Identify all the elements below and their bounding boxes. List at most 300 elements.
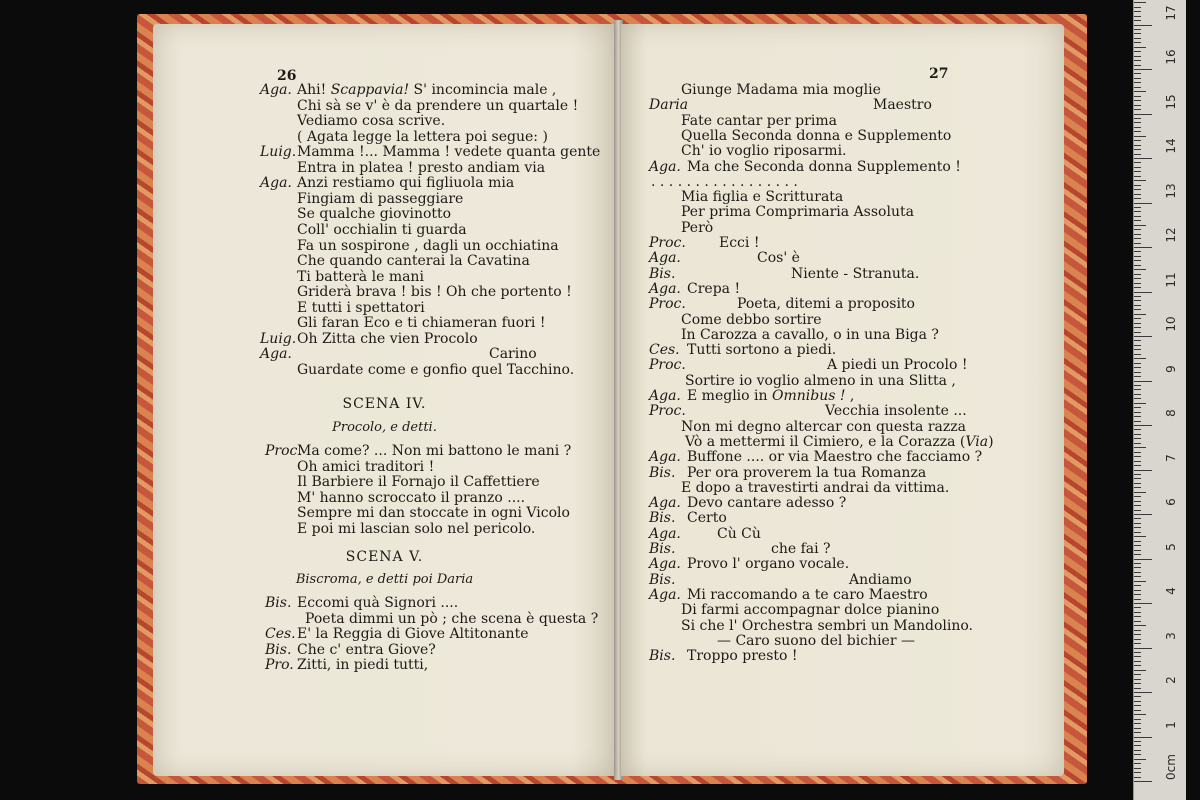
ruler-tick bbox=[1134, 345, 1141, 346]
line-fragment: Ch' io voglio riposarmi. bbox=[681, 143, 847, 160]
ruler-tick bbox=[1134, 247, 1152, 248]
ruler-label: 14 bbox=[1164, 138, 1178, 154]
ruler-tick bbox=[1134, 336, 1152, 337]
ruler-tick bbox=[1134, 216, 1141, 217]
speaker-label: Aga. bbox=[649, 280, 681, 297]
line-text bbox=[685, 373, 956, 389]
line-text bbox=[825, 403, 967, 419]
ruler-tick bbox=[1134, 772, 1141, 773]
ruler-tick bbox=[1134, 674, 1141, 675]
speaker-label: Ces. bbox=[265, 626, 296, 643]
ruler-tick bbox=[1134, 318, 1141, 319]
line-fragment: Per prima Comprimaria Assoluta bbox=[681, 204, 914, 221]
line-fragment: ( Agata legge la lettera poi segue: ) bbox=[297, 128, 548, 145]
line-fragment: Gli faran Eco e ti chiameran fuori ! bbox=[297, 315, 546, 332]
ruler-tick bbox=[1134, 505, 1141, 506]
ruler-tick bbox=[1134, 2, 1146, 3]
line-text bbox=[681, 480, 949, 496]
speaker-label: Bis. bbox=[649, 265, 676, 282]
line-text bbox=[489, 346, 537, 362]
speaker-label: Bis. bbox=[649, 541, 676, 557]
speaker-label: Aga. bbox=[649, 388, 681, 404]
line-fragment: Fa un sospirone , dagli un occhiatina bbox=[297, 237, 559, 254]
line-text bbox=[297, 284, 572, 300]
line-fragment: — Caro suono del bichier — bbox=[717, 632, 915, 649]
line-fragment: Mia figlia e Scritturata bbox=[681, 189, 844, 206]
line-text bbox=[687, 159, 961, 175]
ruler-tick bbox=[1134, 719, 1141, 720]
ruler-tick bbox=[1134, 621, 1141, 622]
ruler-tick bbox=[1134, 189, 1141, 190]
ruler-tick bbox=[1134, 229, 1141, 230]
ruler-tick bbox=[1134, 96, 1141, 97]
ruler-label: 17 bbox=[1164, 4, 1178, 21]
ruler-tick bbox=[1134, 643, 1141, 644]
line-fragment: Scappavia! bbox=[330, 82, 410, 98]
ruler-tick bbox=[1134, 349, 1141, 350]
line-text bbox=[297, 626, 528, 642]
line-fragment: Maestro bbox=[873, 97, 932, 114]
speaker-label: Ces. bbox=[649, 342, 680, 359]
ruler-tick bbox=[1134, 683, 1141, 684]
speaker-label: Luig. bbox=[260, 144, 297, 161]
ruler-tick bbox=[1134, 648, 1152, 649]
ruler-tick bbox=[1134, 429, 1141, 430]
ruler-tick bbox=[1134, 425, 1152, 426]
page-number-left: 26 bbox=[277, 68, 297, 84]
ruler-tick bbox=[1134, 523, 1141, 524]
line-text bbox=[685, 434, 994, 450]
ruler-tick bbox=[1134, 599, 1141, 600]
line-fragment: Come debbo sortire bbox=[681, 311, 822, 328]
ruler-label: 15 bbox=[1164, 93, 1178, 110]
speaker-label: Bis. bbox=[649, 464, 676, 481]
line-text bbox=[297, 505, 570, 521]
line-text bbox=[687, 587, 928, 603]
line-fragment: Anzi restiamo qui figliuola mia bbox=[297, 175, 515, 192]
line-text bbox=[681, 602, 939, 618]
ruler-tick bbox=[1134, 728, 1141, 729]
ruler-label: 1 bbox=[1164, 720, 1178, 729]
ruler-tick bbox=[1134, 563, 1141, 564]
ruler-tick bbox=[1134, 176, 1141, 177]
ruler-tick bbox=[1134, 781, 1152, 782]
line-text bbox=[757, 250, 800, 266]
ruler-tick bbox=[1134, 42, 1141, 43]
ruler-label: 16 bbox=[1164, 49, 1178, 65]
ruler-tick bbox=[1134, 51, 1141, 52]
ruler-tick bbox=[1134, 372, 1141, 373]
line-text bbox=[681, 220, 713, 236]
line-text bbox=[651, 174, 798, 190]
line-fragment: Provo l' organo vocale. bbox=[687, 556, 850, 573]
ruler-tick bbox=[1134, 394, 1141, 395]
line-text bbox=[297, 238, 559, 254]
line-text bbox=[305, 611, 598, 627]
ruler-tick bbox=[1134, 585, 1141, 586]
ruler-tick bbox=[1134, 162, 1141, 163]
line-fragment: E poi mi lascian solo nel pericolo. bbox=[297, 520, 536, 537]
ruler-label: 5 bbox=[1164, 542, 1178, 551]
ruler-label: 4 bbox=[1164, 587, 1178, 595]
line-fragment: S' incomincia male , bbox=[409, 82, 557, 98]
ruler-tick bbox=[1134, 381, 1152, 382]
ruler-tick bbox=[1134, 634, 1141, 635]
line-text bbox=[297, 315, 545, 331]
speaker-label: Aga. bbox=[649, 556, 681, 573]
line-fragment: E dopo a travestirti andrai da vittima. bbox=[681, 479, 950, 496]
ruler-tick bbox=[1134, 56, 1141, 57]
ruler-tick bbox=[1134, 514, 1152, 515]
line-fragment: Certo bbox=[687, 510, 727, 527]
speaker-label: Bis. bbox=[265, 641, 292, 658]
ruler-tick bbox=[1134, 358, 1146, 359]
ruler-tick bbox=[1134, 292, 1152, 293]
line-text bbox=[297, 642, 436, 658]
ruler-label: 6 bbox=[1164, 498, 1178, 506]
ruler-tick bbox=[1134, 243, 1141, 244]
ruler-tick bbox=[1134, 616, 1141, 617]
ruler-tick bbox=[1134, 581, 1146, 582]
scene-subheading: Biscroma, e detti poi Daria bbox=[295, 572, 474, 587]
ruler-tick bbox=[1134, 78, 1141, 79]
ruler-tick bbox=[1134, 768, 1141, 769]
line-text bbox=[297, 253, 530, 269]
line-fragment: In Carozza a cavallo, o in una Biga ? bbox=[681, 326, 939, 343]
line-fragment: Oh Zitta che vien Procolo bbox=[297, 330, 478, 347]
speaker-label: Proc. bbox=[649, 403, 686, 420]
ruler-tick bbox=[1134, 225, 1146, 226]
ruler-tick bbox=[1134, 238, 1141, 239]
line-text bbox=[681, 618, 973, 634]
ruler-tick bbox=[1134, 777, 1141, 778]
ruler-tick bbox=[1134, 207, 1141, 208]
line-fragment: Ma che Seconda donna Supplemento ! bbox=[687, 158, 961, 175]
line-fragment: Niente - Stranuta. bbox=[791, 265, 920, 282]
speaker-label: Aga. bbox=[649, 525, 681, 542]
ruler-tick bbox=[1134, 385, 1141, 386]
line-fragment: che fai ? bbox=[771, 541, 831, 557]
ruler-tick bbox=[1134, 158, 1152, 159]
speaker-label: Luig. bbox=[260, 330, 297, 347]
line-fragment: Il Barbiere il Fornajo il Caffettiere bbox=[297, 474, 540, 491]
speaker-label: Pro. bbox=[265, 657, 294, 674]
ruler-tick bbox=[1134, 576, 1141, 577]
line-text bbox=[791, 266, 919, 282]
speaker-label: Aga. bbox=[649, 250, 681, 267]
line-text bbox=[297, 331, 478, 347]
line-text bbox=[681, 128, 951, 144]
line-text bbox=[681, 204, 914, 220]
ruler-tick bbox=[1134, 745, 1141, 746]
line-text bbox=[297, 206, 451, 222]
ruler-tick bbox=[1134, 296, 1141, 297]
line-text bbox=[297, 657, 428, 673]
ruler-label: 2 bbox=[1164, 676, 1178, 684]
line-text bbox=[297, 191, 463, 207]
line-text bbox=[681, 82, 881, 98]
ruler-tick bbox=[1134, 154, 1141, 155]
left-page bbox=[153, 24, 616, 776]
ruler-tick bbox=[1134, 559, 1152, 560]
line-fragment: E tutti i spettatori bbox=[297, 299, 425, 316]
ruler-tick bbox=[1134, 518, 1141, 519]
ruler-tick bbox=[1134, 696, 1141, 697]
ruler-tick bbox=[1134, 340, 1141, 341]
line-text bbox=[297, 129, 548, 145]
ruler-tick bbox=[1134, 11, 1141, 12]
ruler-tick bbox=[1134, 603, 1152, 604]
line-fragment: Che c' entra Giove? bbox=[297, 641, 436, 658]
ruler-tick bbox=[1134, 679, 1141, 680]
page-number-right: 27 bbox=[929, 66, 949, 82]
line-fragment: ) bbox=[988, 433, 994, 450]
line-fragment: Quella Seconda donna e Supplemento bbox=[681, 127, 952, 144]
line-text bbox=[297, 443, 571, 459]
ruler-tick bbox=[1134, 407, 1141, 408]
ruler-tick bbox=[1134, 73, 1141, 74]
ruler-tick bbox=[1134, 732, 1141, 733]
speaker-label: Bis. bbox=[649, 571, 676, 588]
ruler-tick bbox=[1134, 763, 1141, 764]
ruler-tick bbox=[1134, 140, 1141, 141]
line-fragment: E meglio in bbox=[687, 388, 772, 404]
line-fragment: Vecchia insolente ... bbox=[825, 403, 967, 420]
line-text bbox=[681, 327, 939, 343]
ruler-tick bbox=[1134, 300, 1141, 301]
ruler-tick bbox=[1134, 87, 1141, 88]
line-fragment: Entra in platea ! presto andiam via bbox=[297, 159, 546, 176]
ruler-tick bbox=[1134, 630, 1141, 631]
ruler-tick bbox=[1134, 220, 1141, 221]
ruler-tick bbox=[1134, 639, 1141, 640]
speaker-label: Proc. bbox=[649, 357, 686, 374]
ruler-tick bbox=[1134, 287, 1141, 288]
speaker-label: Aga. bbox=[649, 495, 681, 512]
ruler-tick bbox=[1134, 438, 1141, 439]
line-text bbox=[717, 633, 915, 649]
ruler-label: 3 bbox=[1164, 631, 1178, 640]
ruler-tick bbox=[1134, 283, 1141, 284]
ruler-tick bbox=[1134, 612, 1141, 613]
line-fragment: Ahi! bbox=[297, 82, 331, 98]
ruler-tick bbox=[1134, 470, 1152, 471]
ruler-tick bbox=[1134, 750, 1141, 751]
ruler-tick bbox=[1134, 33, 1141, 34]
ruler-tick bbox=[1134, 367, 1141, 368]
line-text bbox=[687, 556, 849, 572]
ruler-tick bbox=[1134, 211, 1141, 212]
ruler-tick bbox=[1134, 536, 1146, 537]
line-text bbox=[681, 189, 843, 205]
scene-subheading: Procolo, e detti. bbox=[332, 420, 437, 435]
ruler-tick bbox=[1134, 265, 1141, 266]
line-fragment: Carino bbox=[489, 346, 537, 363]
ruler-tick bbox=[1134, 572, 1141, 573]
ruler-tick bbox=[1134, 714, 1146, 715]
line-fragment: A piedi un Procolo ! bbox=[827, 357, 968, 374]
line-fragment: Se qualche giovinotto bbox=[297, 206, 452, 223]
scene-heading: SCENA IV. bbox=[342, 396, 427, 412]
ruler-tick bbox=[1134, 443, 1141, 444]
line-fragment: Troppo presto ! bbox=[687, 648, 798, 665]
ruler-tick bbox=[1134, 754, 1141, 755]
line-text bbox=[297, 175, 514, 191]
ruler-tick bbox=[1134, 65, 1141, 66]
ruler-tick bbox=[1134, 376, 1141, 377]
line-text bbox=[297, 595, 458, 611]
line-fragment: Però bbox=[681, 219, 714, 236]
line-text bbox=[297, 113, 445, 129]
line-text bbox=[297, 521, 535, 537]
line-fragment: . . . . . . . . . . . . . . . . . bbox=[651, 173, 798, 190]
ruler-tick bbox=[1134, 554, 1141, 555]
ruler-tick bbox=[1134, 412, 1141, 413]
ruler-tick bbox=[1134, 607, 1141, 608]
line-text bbox=[687, 495, 846, 511]
ruler-label: 11 bbox=[1164, 271, 1178, 288]
ruler-tick bbox=[1134, 332, 1141, 333]
line-text bbox=[687, 281, 740, 297]
ruler-tick bbox=[1134, 398, 1141, 399]
ruler-tick bbox=[1134, 256, 1141, 257]
ruler-tick bbox=[1134, 741, 1141, 742]
ruler-tick bbox=[1134, 136, 1146, 137]
line-fragment: Vediamo cosa scrive. bbox=[297, 113, 446, 130]
ruler-tick bbox=[1134, 91, 1146, 92]
ruler-tick bbox=[1134, 38, 1141, 39]
ruler-tick bbox=[1134, 60, 1141, 61]
line-text bbox=[681, 143, 847, 159]
ruler-tick bbox=[1134, 145, 1141, 146]
ruler-tick bbox=[1134, 127, 1141, 128]
ruler-tick bbox=[1134, 461, 1141, 462]
line-text bbox=[297, 490, 525, 506]
ruler-tick bbox=[1134, 705, 1141, 706]
line-fragment: Non mi degno altercar con questa razza bbox=[681, 418, 966, 435]
ruler-tick bbox=[1134, 688, 1141, 689]
line-text bbox=[849, 572, 912, 588]
line-fragment: Tutti sortono a piedi. bbox=[687, 342, 837, 359]
line-text bbox=[717, 526, 761, 542]
ruler-tick bbox=[1134, 327, 1141, 328]
speaker-label: Aga. bbox=[260, 346, 292, 363]
line-text bbox=[297, 269, 424, 285]
ruler-tick bbox=[1134, 234, 1141, 235]
ruler-tick bbox=[1134, 665, 1141, 666]
ruler-tick bbox=[1134, 590, 1141, 591]
line-text bbox=[687, 465, 926, 481]
speaker-label: Aga. bbox=[649, 586, 681, 603]
ruler-tick bbox=[1134, 82, 1141, 83]
ruler-tick bbox=[1134, 656, 1141, 657]
ruler-tick bbox=[1134, 434, 1141, 435]
line-fragment: Crepa ! bbox=[687, 280, 741, 297]
line-fragment: Mamma !... Mamma ! vedete quanta gente bbox=[297, 144, 601, 161]
ruler-label: 7 bbox=[1164, 453, 1178, 462]
ruler-tick bbox=[1134, 167, 1141, 168]
ruler-label: 13 bbox=[1164, 182, 1178, 199]
ruler-tick bbox=[1134, 710, 1141, 711]
ruler-tick bbox=[1134, 105, 1141, 106]
ruler-tick bbox=[1134, 131, 1141, 132]
line-text bbox=[719, 235, 759, 251]
line-text bbox=[297, 144, 600, 160]
ruler-tick bbox=[1134, 354, 1141, 355]
line-fragment: Fate cantar per prima bbox=[681, 112, 837, 129]
ruler-tick bbox=[1134, 652, 1141, 653]
ruler-tick bbox=[1134, 670, 1146, 671]
line-fragment: Omnibus ! bbox=[771, 388, 846, 404]
line-fragment: Per ora proverem la tua Romanza bbox=[687, 464, 927, 481]
ruler-tick bbox=[1134, 478, 1141, 479]
ruler-tick bbox=[1134, 567, 1141, 568]
line-text bbox=[687, 648, 798, 664]
ruler-tick bbox=[1134, 20, 1141, 21]
ruler-tick bbox=[1134, 692, 1152, 693]
line-text bbox=[297, 222, 467, 238]
ruler-tick bbox=[1134, 47, 1146, 48]
speaker-label: Proc. bbox=[649, 235, 686, 251]
ruler-tick bbox=[1134, 29, 1141, 30]
ruler-tick bbox=[1134, 389, 1141, 390]
line-fragment: Ecci ! bbox=[719, 235, 760, 251]
line-text bbox=[681, 113, 837, 129]
line-fragment: Di farmi accompagnar dolce pianino bbox=[681, 602, 940, 619]
speaker-label: Aga. bbox=[260, 175, 292, 192]
line-fragment: Giunge Madama mia moglie bbox=[681, 82, 881, 98]
line-fragment: , bbox=[845, 388, 855, 404]
speaker-label: Daria bbox=[649, 97, 689, 114]
ruler-tick bbox=[1134, 314, 1146, 315]
ruler-tick bbox=[1134, 421, 1141, 422]
line-fragment: Via bbox=[965, 433, 989, 450]
right-page bbox=[621, 24, 1064, 776]
speaker-label: Proc. bbox=[649, 296, 686, 313]
ruler-tick bbox=[1134, 185, 1141, 186]
ruler-label: 10 bbox=[1164, 316, 1178, 332]
ruler-tick bbox=[1134, 171, 1141, 172]
ruler-tick bbox=[1134, 363, 1141, 364]
ruler-tick bbox=[1134, 269, 1146, 270]
line-text bbox=[687, 449, 982, 465]
ruler-label: 8 bbox=[1164, 409, 1178, 417]
ruler-tick bbox=[1134, 625, 1146, 626]
ruler-tick bbox=[1134, 447, 1146, 448]
line-text bbox=[297, 300, 425, 316]
speaker-label: Proc. bbox=[265, 443, 302, 459]
ruler-tick bbox=[1134, 305, 1141, 306]
ruler-tick bbox=[1134, 149, 1141, 150]
ruler-label: 0cm bbox=[1164, 754, 1178, 780]
line-fragment: Poeta, ditemi a proposito bbox=[737, 296, 915, 313]
ruler-tick bbox=[1134, 203, 1152, 204]
line-fragment: Zitti, in piedi tutti, bbox=[297, 657, 429, 674]
ruler-tick bbox=[1134, 474, 1141, 475]
ruler-tick bbox=[1134, 527, 1141, 528]
ruler-label: 9 bbox=[1164, 364, 1178, 373]
ruler-tick bbox=[1134, 545, 1141, 546]
speaker-label: Aga. bbox=[260, 82, 292, 98]
line-text bbox=[681, 312, 822, 328]
line-fragment: Che quando canterai la Cavatina bbox=[297, 253, 530, 270]
ruler-tick bbox=[1134, 510, 1141, 511]
line-fragment: Chi sà se v' è da prendere un quartale ! bbox=[297, 97, 579, 114]
ruler-tick bbox=[1134, 701, 1141, 702]
line-text bbox=[771, 541, 831, 557]
line-fragment: Guardate come e gonfio quel Tacchino. bbox=[297, 361, 575, 378]
line-fragment: Si che l' Orchestra sembri un Mandolino. bbox=[681, 617, 974, 634]
